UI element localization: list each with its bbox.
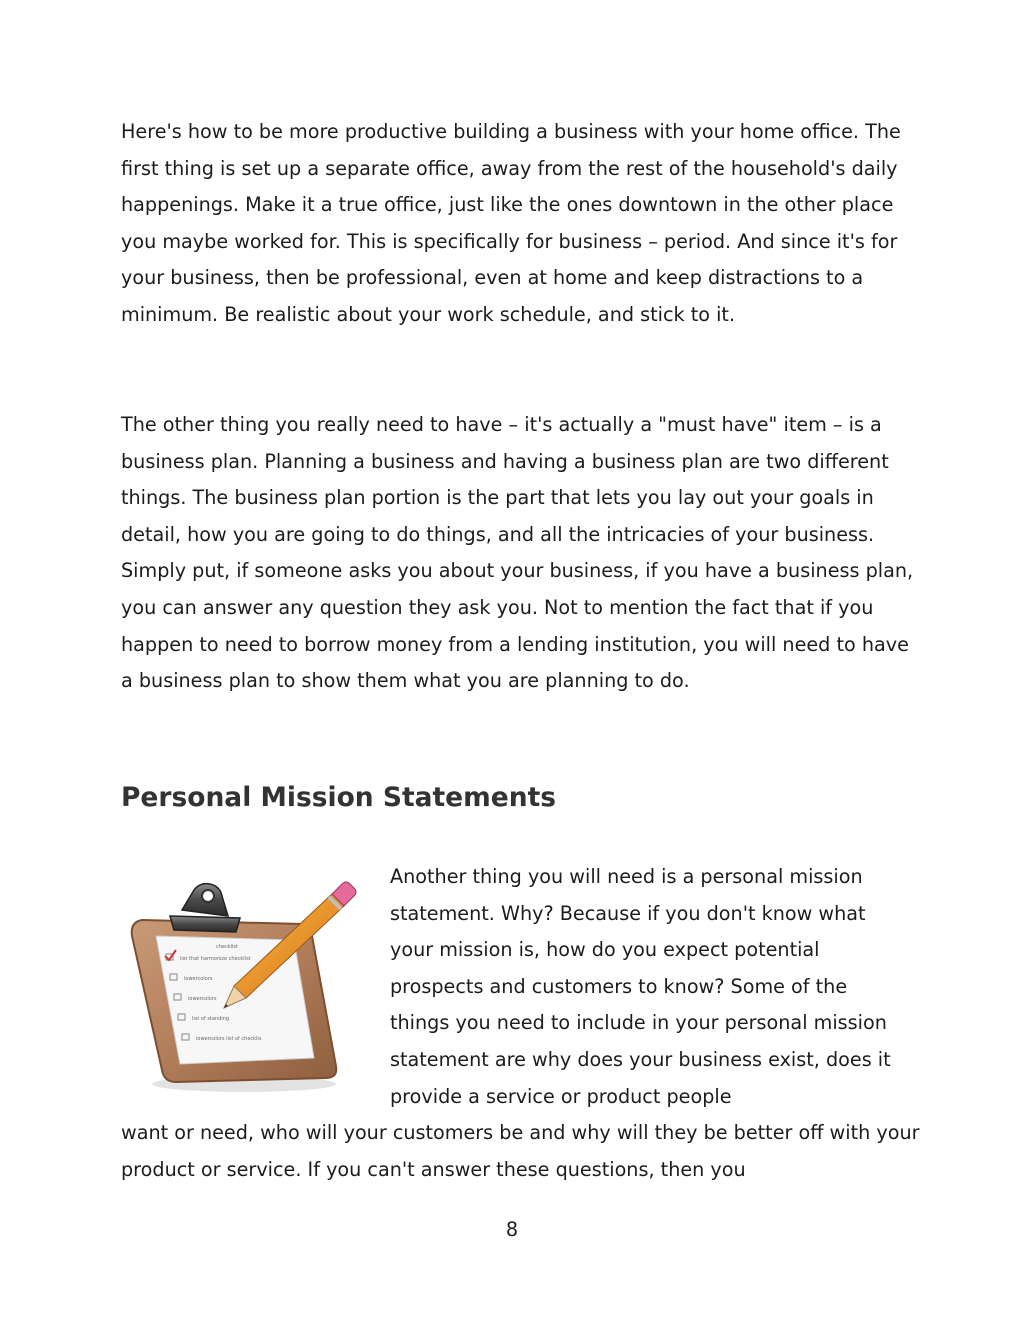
svg-text:lowercolors list of checklis: lowercolors list of checklis xyxy=(196,1036,262,1042)
clipboard-checklist-icon xyxy=(124,880,360,1094)
svg-text:list that harmonize checklist: list that harmonize checklist xyxy=(180,956,251,962)
paragraph-business-plan: The other thing you really need to have – it's actually a "must have" item – is a business plan. Planning a business and having a business plan are two different things. The business plan portion is the part that lets you lay out your goals in detail, how you are going to do things, and all the intricacies of your business. Simply put, if someone asks you about your business, if you have a business plan, you can answer any question they ask you. Not to mention the fact that if you happen to need to borrow money from a lending institution, you will need to have a business plan to show them what you are planning to do. xyxy=(121,413,914,693)
svg-text:list of standing: list of standing xyxy=(192,1016,230,1022)
paragraph-mission-statement: Another thing you will need is a personal mission statement. Why? Because if you don't know what your mission is, how do you expect potential prospects and customers to know? Some of the things you need to include in your personal mission statement are why does your business exist, does it provide a service or product people xyxy=(390,865,891,1108)
svg-text:checklist: checklist xyxy=(216,944,238,950)
section-heading: Personal Mission Statements xyxy=(121,782,557,813)
page-number: 8 xyxy=(505,1218,519,1241)
svg-text:lowercolors: lowercolors xyxy=(188,996,217,1002)
paragraph-home-office: Here's how to be more productive building a business with your home office. The first thing is set up a separate office, away from the rest of the household's daily happenings. Make it a true office, just like the ones downtown in the other place you maybe worked for. This is specifically for business – period. And since it's for your business, then be professional, even at home and keep distractions to a minimum. Be realistic about your work schedule, and stick to it. xyxy=(121,120,901,326)
svg-text:lowercolors: lowercolors xyxy=(184,976,213,982)
paragraph-mission-statement-continued: want or need, who will your customers be and why will they be better off with your product or service. If you can't answer these questions, then you xyxy=(121,1121,920,1181)
